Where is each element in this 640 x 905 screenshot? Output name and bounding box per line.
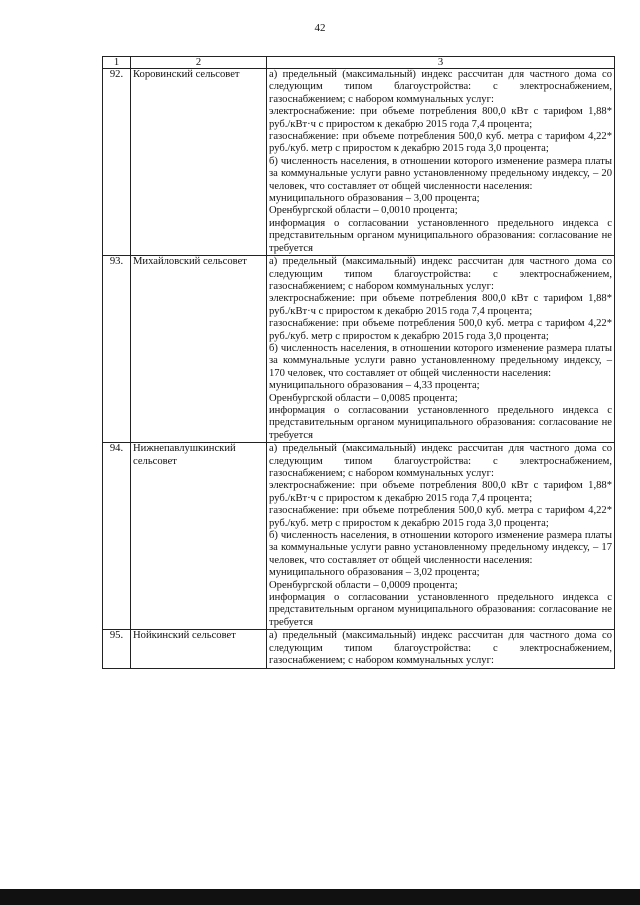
description-line: Оренбургской области – 0,0009 процента; bbox=[269, 579, 458, 591]
description-line: а) предельный (максимальный) индекс рассчитан для частного дома со следующим типом благоустройства: с электроснабжением, газоснабжением; с набором коммунальных услуг: bbox=[269, 630, 612, 667]
description-line: информация о согласовании установленного предельного индекса с представительным органом муниципального образования: согласование не требуется bbox=[269, 592, 612, 628]
table-row bbox=[103, 256, 615, 443]
description-line: информация о согласовании установленного предельного индекса с представительным органом муниципального образования: согласование не требуется bbox=[269, 404, 612, 441]
table-row bbox=[103, 630, 615, 668]
description-line: информация о согласовании установленного предельного индекса с представительным органом муниципального образования: согласование не требуется bbox=[269, 217, 612, 254]
municipality-name: Нойкинский сельсовет bbox=[131, 630, 267, 668]
row-number: 93. bbox=[103, 256, 131, 443]
municipality-name: Нижнепавлушкинский сельсовет bbox=[131, 443, 267, 630]
description-line: б) численность населения, в отношении которого изменение размера платы за коммунальные услуги равно установленному предельному индексу, – 20 человек, что составляет от общей численности населения: bbox=[269, 155, 612, 192]
index-description bbox=[267, 69, 615, 256]
page-number: 42 bbox=[314, 22, 326, 34]
description-line: муниципального образования – 3,02 процента; bbox=[269, 567, 480, 579]
description-line: газоснабжение: при объеме потребления 500,0 куб. метра с тарифом 4,22* руб./куб. метр с приростом к декабрю 2015 года 3,0 процента; bbox=[269, 505, 612, 529]
index-description bbox=[267, 256, 615, 443]
table-header-row bbox=[103, 57, 615, 69]
index-description bbox=[267, 630, 615, 668]
index-table bbox=[102, 56, 615, 669]
description-line: муниципального образования – 4,33 процента; bbox=[269, 380, 480, 392]
description-line: муниципального образования – 3,00 процента; bbox=[269, 193, 480, 205]
column-header-3: 3 bbox=[267, 57, 615, 69]
municipality-name: Коровинский сельсовет bbox=[131, 69, 267, 256]
table-row bbox=[103, 69, 615, 256]
column-header-2: 2 bbox=[131, 57, 267, 69]
row-number: 94. bbox=[103, 443, 131, 630]
description-line: а) предельный (максимальный) индекс рассчитан для частного дома со следующим типом благоустройства: с электроснабжением, газоснабжением; с набором коммунальных услуг: bbox=[269, 256, 612, 292]
description-line: газоснабжение: при объеме потребления 500,0 куб. метра с тарифом 4,22* руб./куб. метр с приростом к декабрю 2015 года 3,0 процента; bbox=[269, 131, 612, 155]
description-line: Оренбургской области – 0,0085 процента; bbox=[269, 392, 458, 404]
table-row bbox=[103, 443, 615, 630]
description-line: электроснабжение: при объеме потребления 800,0 кВт с тарифом 1,88* руб./кВт·ч с приростом к декабрю 2015 года 7,4 процента; bbox=[269, 106, 612, 130]
description-line: Оренбургской области – 0,0010 процента; bbox=[269, 205, 458, 217]
index-description bbox=[267, 443, 615, 630]
row-number: 92. bbox=[103, 69, 131, 256]
description-line: электроснабжение: при объеме потребления 800,0 кВт с тарифом 1,88* руб./кВт·ч с приростом к декабрю 2015 года 7,4 процента; bbox=[269, 293, 612, 317]
municipality-name: Михайловский сельсовет bbox=[131, 256, 267, 443]
description-line: б) численность населения, в отношении которого изменение размера платы за коммунальные услуги равно установленному предельному индексу, – 17 человек, что составляет от общей численности населения: bbox=[269, 530, 612, 566]
description-line: а) предельный (максимальный) индекс рассчитан для частного дома со следующим типом благоустройства: с электроснабжением, газоснабжением; с набором коммунальных услуг: bbox=[269, 443, 612, 479]
description-line: электроснабжение: при объеме потребления 800,0 кВт с тарифом 1,88* руб./кВт·ч с приростом к декабрю 2015 года 7,4 процента; bbox=[269, 480, 612, 504]
column-header-1: 1 bbox=[103, 57, 131, 69]
description-line: газоснабжение: при объеме потребления 500,0 куб. метра с тарифом 4,22* руб./куб. метр с приростом к декабрю 2015 года 3,0 процента; bbox=[269, 318, 612, 342]
row-number: 95. bbox=[103, 630, 131, 668]
description-line: а) предельный (максимальный) индекс рассчитан для частного дома со следующим типом благоустройства: с электроснабжением, газоснабжением; с набором коммунальных услуг: bbox=[269, 69, 612, 105]
description-line: б) численность населения, в отношении которого изменение размера платы за коммунальные услуги равно установленному предельному индексу, – 170 человек, что составляет от общей численности населения: bbox=[269, 342, 612, 379]
scan-bottom-edge bbox=[0, 889, 640, 905]
